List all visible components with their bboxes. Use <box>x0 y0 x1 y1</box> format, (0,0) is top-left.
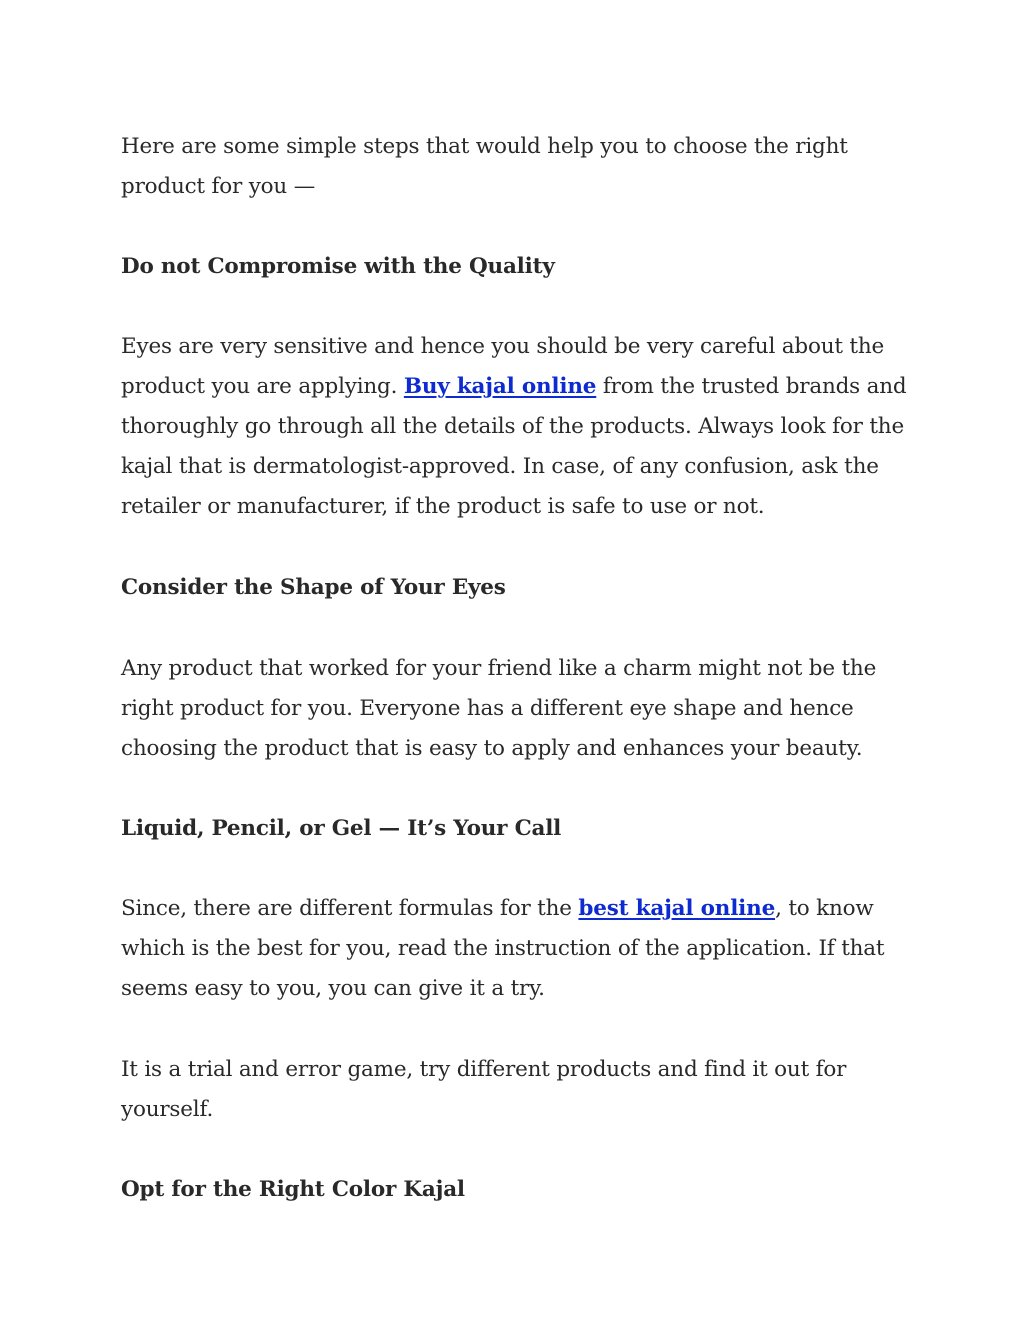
heading-color: Opt for the Right Color Kajal <box>121 1177 465 1202</box>
intro-paragraph: Here are some simple steps that would help you to choose the right product for you — <box>121 134 848 199</box>
paragraph-formula-text-2: , to know which is the best for you, read the instruction of the application. If that seems easy to you, you can give it a try. <box>121 896 885 1001</box>
heading-eye-shape: Consider the Shape of Your Eyes <box>121 575 506 600</box>
paragraph-quality-text-2: from the trusted brands and thoroughly go through all the details of the products. Always look for the kajal that is dermatologist-approved. In case, of any confusion, ask the retailer or manufacturer, if the product is safe to use or not. <box>121 374 907 519</box>
paragraph-quality-text-1: Eyes are very sensitive and hence you should be very careful about the product you are applying. <box>121 334 885 399</box>
heading-quality: Do not Compromise with the Quality <box>121 254 555 279</box>
paragraph-formula-text-1: Since, there are different formulas for the <box>121 896 579 921</box>
paragraph-eye-shape: Any product that worked for your friend like a charm might not be the right product for you. Everyone has a different eye shape and hence choosing the product that is easy to apply and enhances your beauty. <box>121 656 877 761</box>
paragraph-formula <box>121 889 911 1009</box>
buy-kajal-online-link[interactable]: Buy kajal online <box>403 374 597 399</box>
paragraph-trial: It is a trial and error game, try different products and find it out for yourself. <box>121 1057 847 1122</box>
paragraph-quality <box>121 327 911 527</box>
heading-formula: Liquid, Pencil, or Gel — It’s Your Call <box>121 816 562 841</box>
best-kajal-online-link[interactable]: best kajal online <box>578 896 776 921</box>
